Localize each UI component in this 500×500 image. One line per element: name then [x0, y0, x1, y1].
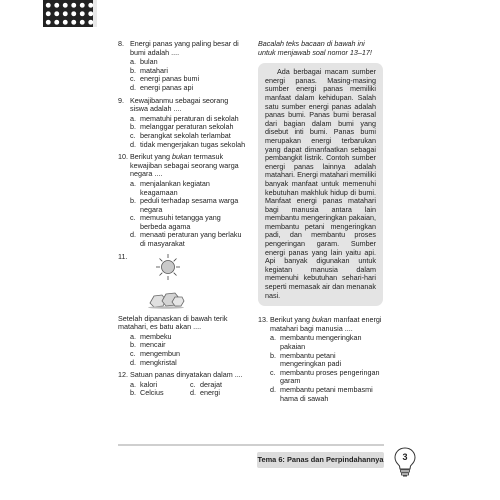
option-text: membantu petani mengeringkan padi: [280, 350, 342, 369]
option-text: memusuhi tetangga yang berbeda agama: [140, 213, 221, 231]
question-text-part: Berikut yang: [130, 152, 172, 162]
option-letter: b.: [130, 196, 136, 206]
option-text: membantu proses pengeringan garam: [280, 367, 380, 386]
option-text: kalori: [140, 379, 158, 389]
option-a[interactable]: [270, 334, 383, 351]
question-text-part: termasuk kewajiban sebagai seorang warga negara ....: [130, 152, 239, 179]
question-text: Satuan panas dinyatakan dalam ....: [130, 370, 243, 380]
question-text-part: Berikut yang: [270, 315, 312, 325]
theme-label: Tema 6: Panas dan Perpindahannya: [257, 452, 384, 468]
question-number: 11.: [118, 251, 128, 261]
option-letter: c.: [190, 379, 196, 389]
question-number: 9.: [118, 95, 124, 105]
option-text: derajat: [200, 379, 222, 389]
question-text-part: manfaat energi matahari bagi manusia ....: [270, 315, 382, 333]
option-text: menaati peraturan yang berlaku di masyarakat: [140, 230, 242, 249]
option-text: mengkristal: [140, 357, 177, 367]
option-letter: d.: [130, 357, 136, 367]
option-letter: a.: [130, 331, 136, 341]
footer-divider: [118, 444, 384, 446]
question-10: [118, 153, 246, 249]
option-c[interactable]: [130, 214, 246, 231]
question-text: Energi panas yang paling besar di bumi adalah ....: [130, 39, 239, 57]
option-b[interactable]: [130, 389, 186, 398]
option-text: energi panas api: [140, 82, 194, 92]
option-letter: c.: [130, 74, 136, 84]
reading-passage: Ada berbagai macam sumber energi panas. Masing-masing sumber energi panas memiliki manfaat dalam kehidupan. Salah satu sumber energi panas adalah panas bumi. Panas bumi berasal dari bagian dalam bumi yang disebut inti bumi. Panas bumi merupakan energi terbarukan yang dapat dimanfaatkan sebagai pembangkit listrik. Contoh sumber energi panas lainnya adalah matahari. Energi matahari memiliki banyak manfaat untuk memenuhi kebutuhan makhluk hidup di bumi. Manfaat energi panas matahari bagi manusia antara lain membantu mengeringkan pakaian, membantu petani mengeringkan padi, dan membantu proses pengeringan garam. Sumber energi panas yang lain yaitu api. Api banyak digunakan untuk kegiatan manusia dalam memenuhi kebutuhan sehari-hari seperti memasak air dan menanak nasi.: [265, 67, 376, 300]
option-b[interactable]: [270, 352, 383, 369]
option-text: membeku: [140, 331, 172, 341]
option-letter: d.: [130, 82, 136, 92]
option-text: peduli terhadap sesama warga negara: [140, 196, 239, 214]
question-13: [258, 316, 383, 403]
question-9: [118, 97, 246, 150]
option-text: menjalankan kegiatan keagamaan: [140, 178, 210, 197]
option-text: mengembun: [140, 349, 180, 359]
question-number: 8.: [118, 39, 124, 48]
option-d[interactable]: [190, 389, 246, 398]
right-column: [258, 40, 383, 407]
left-column: [118, 40, 246, 402]
option-text: membantu mengeringkan pakaian: [280, 333, 362, 351]
option-letter: d.: [130, 139, 136, 149]
sun-icon: [146, 253, 190, 281]
question-text-emphasis: bukan: [311, 315, 332, 325]
option-d[interactable]: [130, 231, 246, 248]
option-letter: c.: [130, 130, 136, 140]
option-text: mematuhi peraturan di sekolah: [140, 113, 239, 123]
reading-passage-box: [258, 63, 383, 306]
option-a[interactable]: [130, 180, 246, 197]
reading-instruction: Bacalah teks bacaan di bawah ini untuk menjawab soal nomor 13–17!: [258, 39, 372, 57]
option-letter: d.: [190, 388, 196, 398]
question-number: 10.: [118, 152, 128, 162]
option-text: berangkat sekolah terlambat: [140, 130, 231, 140]
question-text: Setelah dipanaskan di bawah terik matahari, es batu akan ....: [118, 313, 228, 332]
question-text: [270, 316, 383, 333]
page-number: 3: [402, 452, 408, 462]
option-letter: b.: [270, 350, 276, 360]
question-text-emphasis: bukan: [171, 152, 192, 162]
option-letter: b.: [130, 340, 136, 350]
option-text: bulan: [140, 57, 158, 67]
question-number: 12.: [118, 370, 128, 380]
question-8: [118, 40, 246, 93]
option-letter: c.: [270, 367, 276, 377]
ice-cubes-icon: [144, 287, 188, 309]
option-letter: a.: [270, 333, 276, 343]
option-letter: c.: [130, 213, 136, 223]
option-d[interactable]: [270, 386, 383, 403]
option-text: membantu petani membasmi hama di sawah: [280, 384, 373, 403]
option-letter: b.: [130, 122, 136, 132]
option-letter: a.: [130, 113, 136, 123]
decoration-edge: [93, 0, 97, 27]
option-d[interactable]: [130, 84, 246, 93]
question-text: [130, 153, 246, 179]
option-letter: d.: [130, 230, 136, 240]
question-11: [118, 253, 246, 368]
option-text: tidak mengerjakan tugas sekolah: [140, 139, 246, 149]
option-letter: b.: [130, 388, 136, 398]
option-letter: c.: [130, 349, 136, 359]
dotted-decoration: [43, 0, 93, 27]
option-text: energi: [200, 388, 220, 398]
option-c[interactable]: [270, 369, 383, 386]
option-letter: a.: [130, 379, 136, 389]
option-text: mencair: [140, 340, 166, 350]
option-text: energi panas bumi: [140, 74, 200, 84]
option-letter: a.: [130, 57, 136, 67]
option-d[interactable]: [130, 141, 246, 150]
option-d[interactable]: [130, 359, 246, 368]
question-number: 13.: [258, 315, 268, 325]
option-b[interactable]: [130, 197, 246, 214]
option-letter: a.: [130, 178, 136, 188]
option-letter: d.: [270, 384, 276, 394]
option-text: matahari: [140, 65, 168, 75]
option-text: Celcius: [140, 388, 164, 398]
question-12: [118, 371, 246, 398]
question-text: Kewajibanmu sebagai seorang siswa adalah ....: [130, 95, 229, 114]
option-letter: b.: [130, 65, 136, 75]
option-text: melanggar peraturan sekolah: [140, 122, 234, 132]
